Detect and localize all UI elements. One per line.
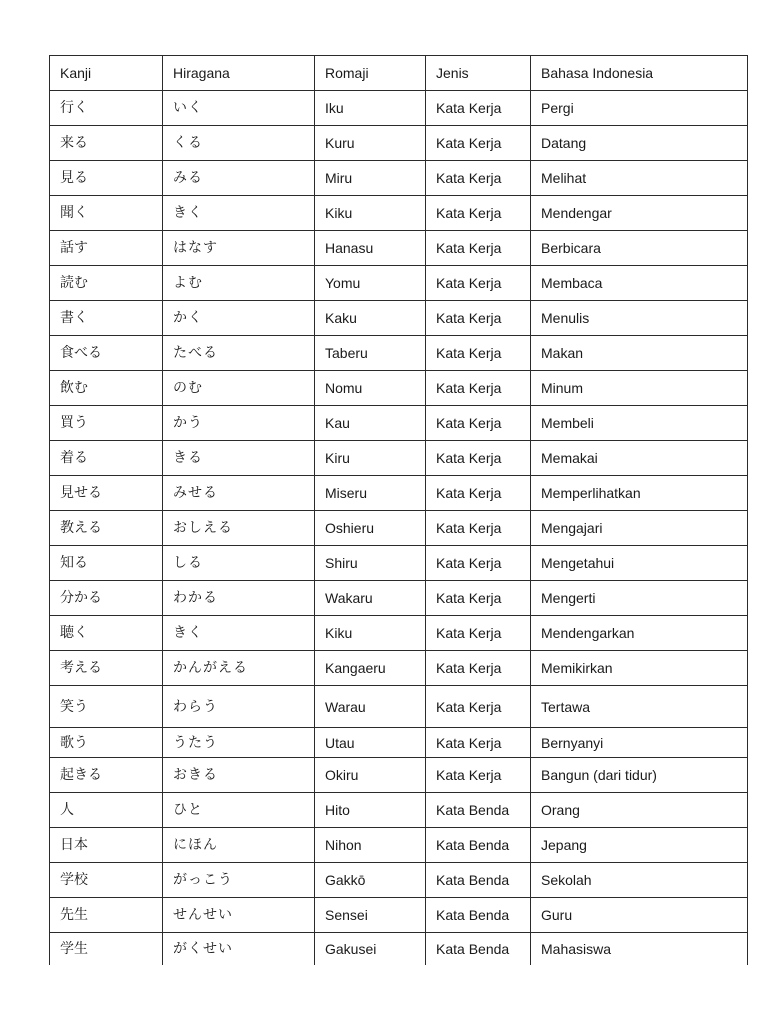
cell-kanji: 教える — [50, 511, 163, 546]
cell-bahasa-indonesia: Membeli — [531, 406, 748, 441]
cell-hiragana: きく — [163, 196, 315, 231]
cell-bahasa-indonesia: Mahasiswa — [531, 933, 748, 965]
table-row — [50, 196, 748, 231]
table-row — [50, 728, 748, 758]
cell-jenis: Kata Kerja — [426, 301, 531, 336]
cell-romaji: Gakusei — [315, 933, 426, 965]
cell-hiragana: のむ — [163, 371, 315, 406]
cell-bahasa-indonesia: Bangun (dari tidur) — [531, 758, 748, 793]
cell-kanji: 起きる — [50, 758, 163, 793]
cell-jenis: Kata Kerja — [426, 161, 531, 196]
cell-kanji: 話す — [50, 231, 163, 266]
header-romaji: Romaji — [315, 56, 426, 91]
cell-bahasa-indonesia: Membaca — [531, 266, 748, 301]
cell-romaji: Wakaru — [315, 581, 426, 616]
cell-hiragana: みる — [163, 161, 315, 196]
cell-kanji: 分かる — [50, 581, 163, 616]
cell-kanji: 知る — [50, 546, 163, 581]
cell-bahasa-indonesia: Berbicara — [531, 231, 748, 266]
cell-hiragana: おしえる — [163, 511, 315, 546]
cell-kanji: 着る — [50, 441, 163, 476]
cell-romaji: Nomu — [315, 371, 426, 406]
cell-hiragana: いく — [163, 91, 315, 126]
cell-kanji: 読む — [50, 266, 163, 301]
table-row — [50, 266, 748, 301]
cell-jenis: Kata Kerja — [426, 728, 531, 758]
cell-romaji: Kiku — [315, 616, 426, 651]
cell-jenis: Kata Kerja — [426, 581, 531, 616]
cell-hiragana: よむ — [163, 266, 315, 301]
cell-jenis: Kata Kerja — [426, 371, 531, 406]
cell-romaji: Yomu — [315, 266, 426, 301]
cell-romaji: Oshieru — [315, 511, 426, 546]
cell-hiragana: きく — [163, 616, 315, 651]
cell-jenis: Kata Kerja — [426, 196, 531, 231]
cell-romaji: Kangaeru — [315, 651, 426, 686]
cell-kanji: 日本 — [50, 828, 163, 863]
cell-bahasa-indonesia: Sekolah — [531, 863, 748, 898]
cell-hiragana: ひと — [163, 793, 315, 828]
cell-kanji: 見る — [50, 161, 163, 196]
cell-kanji: 買う — [50, 406, 163, 441]
cell-hiragana: かんがえる — [163, 651, 315, 686]
cell-bahasa-indonesia: Orang — [531, 793, 748, 828]
cell-jenis: Kata Kerja — [426, 511, 531, 546]
cell-romaji: Gakkō — [315, 863, 426, 898]
cell-kanji: 考える — [50, 651, 163, 686]
cell-romaji: Okiru — [315, 758, 426, 793]
cell-kanji: 聞く — [50, 196, 163, 231]
cell-hiragana: くる — [163, 126, 315, 161]
cell-kanji: 先生 — [50, 898, 163, 933]
cell-romaji: Warau — [315, 686, 426, 728]
cell-bahasa-indonesia: Datang — [531, 126, 748, 161]
cell-romaji: Kau — [315, 406, 426, 441]
cell-jenis: Kata Benda — [426, 898, 531, 933]
cell-bahasa-indonesia: Jepang — [531, 828, 748, 863]
cell-kanji: 歌う — [50, 728, 163, 758]
cell-jenis: Kata Kerja — [426, 126, 531, 161]
cell-kanji: 人 — [50, 793, 163, 828]
cell-romaji: Miseru — [315, 476, 426, 511]
cell-jenis: Kata Kerja — [426, 406, 531, 441]
cell-kanji: 書く — [50, 301, 163, 336]
cell-kanji: 飲む — [50, 371, 163, 406]
cell-romaji: Utau — [315, 728, 426, 758]
cell-hiragana: かく — [163, 301, 315, 336]
cell-kanji: 見せる — [50, 476, 163, 511]
cell-romaji: Kaku — [315, 301, 426, 336]
cell-jenis: Kata Kerja — [426, 476, 531, 511]
cell-hiragana: わらう — [163, 686, 315, 728]
cell-romaji: Hanasu — [315, 231, 426, 266]
cell-jenis: Kata Kerja — [426, 336, 531, 371]
cell-jenis: Kata Kerja — [426, 91, 531, 126]
cell-romaji: Nihon — [315, 828, 426, 863]
header-bahasa-indonesia: Bahasa Indonesia — [531, 56, 748, 91]
table-row — [50, 828, 748, 863]
table-row — [50, 161, 748, 196]
cell-bahasa-indonesia: Memperlihatkan — [531, 476, 748, 511]
cell-kanji: 来る — [50, 126, 163, 161]
cell-bahasa-indonesia: Mendengar — [531, 196, 748, 231]
table-row — [50, 616, 748, 651]
cell-romaji: Iku — [315, 91, 426, 126]
table-row — [50, 231, 748, 266]
vocabulary-table — [49, 55, 748, 965]
cell-romaji: Shiru — [315, 546, 426, 581]
cell-jenis: Kata Benda — [426, 933, 531, 965]
cell-jenis: Kata Kerja — [426, 686, 531, 728]
header-hiragana: Hiragana — [163, 56, 315, 91]
cell-bahasa-indonesia: Mengajari — [531, 511, 748, 546]
cell-hiragana: みせる — [163, 476, 315, 511]
cell-kanji: 学校 — [50, 863, 163, 898]
cell-bahasa-indonesia: Bernyanyi — [531, 728, 748, 758]
cell-hiragana: うたう — [163, 728, 315, 758]
cell-bahasa-indonesia: Menulis — [531, 301, 748, 336]
cell-bahasa-indonesia: Memikirkan — [531, 651, 748, 686]
cell-hiragana: がくせい — [163, 933, 315, 965]
cell-romaji: Kiku — [315, 196, 426, 231]
cell-kanji: 学生 — [50, 933, 163, 965]
cell-bahasa-indonesia: Melihat — [531, 161, 748, 196]
cell-kanji: 食べる — [50, 336, 163, 371]
cell-kanji: 行く — [50, 91, 163, 126]
cell-jenis: Kata Kerja — [426, 616, 531, 651]
cell-bahasa-indonesia: Guru — [531, 898, 748, 933]
header-jenis: Jenis — [426, 56, 531, 91]
cell-hiragana: たべる — [163, 336, 315, 371]
cell-romaji: Hito — [315, 793, 426, 828]
cell-bahasa-indonesia: Pergi — [531, 91, 748, 126]
cell-hiragana: せんせい — [163, 898, 315, 933]
cell-kanji: 聴く — [50, 616, 163, 651]
cell-bahasa-indonesia: Mengetahui — [531, 546, 748, 581]
cell-romaji: Kiru — [315, 441, 426, 476]
cell-bahasa-indonesia: Memakai — [531, 441, 748, 476]
cell-romaji: Miru — [315, 161, 426, 196]
cell-hiragana: しる — [163, 546, 315, 581]
header-kanji: Kanji — [50, 56, 163, 91]
table-row — [50, 546, 748, 581]
cell-hiragana: おきる — [163, 758, 315, 793]
cell-jenis: Kata Benda — [426, 863, 531, 898]
cell-hiragana: きる — [163, 441, 315, 476]
cell-hiragana: かう — [163, 406, 315, 441]
table-row — [50, 301, 748, 336]
table-row — [50, 371, 748, 406]
cell-jenis: Kata Kerja — [426, 546, 531, 581]
table-row — [50, 511, 748, 546]
cell-hiragana: がっこう — [163, 863, 315, 898]
table-header-row — [50, 56, 748, 91]
table-row — [50, 863, 748, 898]
cell-jenis: Kata Benda — [426, 828, 531, 863]
cell-bahasa-indonesia: Minum — [531, 371, 748, 406]
cell-hiragana: はなす — [163, 231, 315, 266]
table-row — [50, 898, 748, 933]
table-row — [50, 126, 748, 161]
cell-bahasa-indonesia: Makan — [531, 336, 748, 371]
cell-jenis: Kata Kerja — [426, 231, 531, 266]
table-row — [50, 336, 748, 371]
cell-jenis: Kata Benda — [426, 793, 531, 828]
cell-jenis: Kata Kerja — [426, 266, 531, 301]
cell-bahasa-indonesia: Tertawa — [531, 686, 748, 728]
table-row — [50, 441, 748, 476]
table-row — [50, 651, 748, 686]
table-row — [50, 793, 748, 828]
cell-bahasa-indonesia: Mengerti — [531, 581, 748, 616]
cell-jenis: Kata Kerja — [426, 758, 531, 793]
table-row — [50, 581, 748, 616]
cell-romaji: Sensei — [315, 898, 426, 933]
cell-bahasa-indonesia: Mendengarkan — [531, 616, 748, 651]
cell-hiragana: わかる — [163, 581, 315, 616]
table-row — [50, 758, 748, 793]
cell-kanji: 笑う — [50, 686, 163, 728]
vocabulary-table-body — [50, 56, 748, 965]
cell-romaji: Kuru — [315, 126, 426, 161]
cell-jenis: Kata Kerja — [426, 441, 531, 476]
table-row — [50, 476, 748, 511]
cell-jenis: Kata Kerja — [426, 651, 531, 686]
table-row — [50, 406, 748, 441]
cell-hiragana: にほん — [163, 828, 315, 863]
table-row — [50, 933, 748, 965]
table-row — [50, 91, 748, 126]
table-row — [50, 686, 748, 728]
cell-romaji: Taberu — [315, 336, 426, 371]
